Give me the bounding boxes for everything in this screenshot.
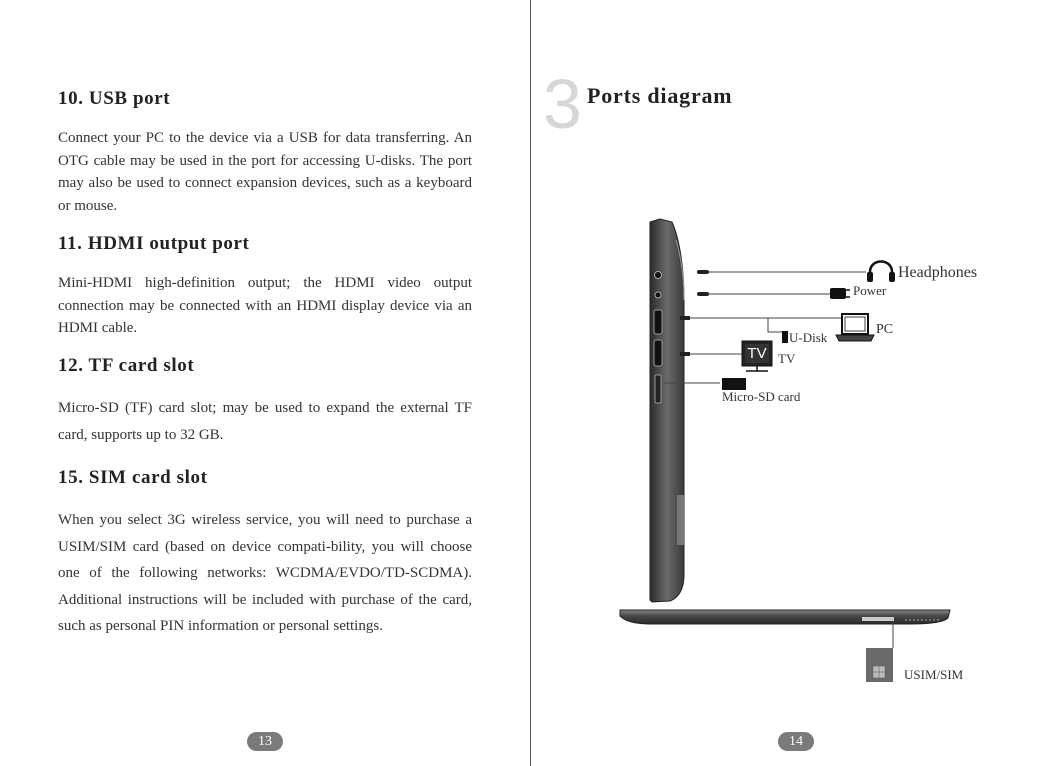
chapter-number: 3 [543, 65, 582, 143]
tv-screen-label: TV [747, 345, 767, 362]
laptop-icon [836, 314, 874, 341]
micro-sd-slot [655, 375, 661, 403]
power-label: Power [853, 283, 887, 298]
usb-port-text: Connect your PC to the device via a USB for data transferring. An OTG cable may be used in the port for accessing U-disks. The port may also be used to connect expansion devices, such as a keyboard or mouse. [58, 130, 472, 214]
usb-port [654, 310, 662, 334]
chapter-title: Ports diagram [587, 83, 733, 108]
sim-card-icon [866, 648, 893, 682]
tf-slot-text: Micro-SD (TF) card slot; may be used to expand the external TF card, supports up to 32 GB. [58, 400, 472, 443]
power-jack [655, 292, 661, 298]
tablet-bottom-view [620, 610, 950, 648]
sim-slot [862, 617, 894, 621]
headphone-jack [655, 272, 662, 279]
usim-label: USIM/SIM [904, 667, 964, 682]
power-plug-icon [830, 288, 850, 299]
tablet-side-view [650, 219, 684, 602]
usb-port-heading: 10. USB port [58, 88, 171, 109]
u-disk-label: U-Disk [789, 330, 828, 345]
hdmi-port [654, 340, 662, 366]
page-number-right: 14 [778, 732, 814, 751]
hdmi-port-heading: 11. HDMI output port [58, 233, 250, 254]
pc-label: PC [876, 322, 894, 337]
micro-sd-label: Micro-SD card [722, 389, 801, 404]
hdmi-port-text: Mini-HDMI high-definition output; the HDMI video output connection may be connected with an HDMI display device via an HDMI cable. [58, 275, 472, 336]
headphones-label: Headphones [898, 264, 978, 281]
tv-label: TV [778, 351, 796, 366]
tf-slot-heading: 12. TF card slot [58, 355, 195, 376]
usb-disk-icon [782, 331, 788, 343]
page-number-left: 13 [247, 732, 283, 751]
sim-slot-text: When you select 3G wireless service, you will need to purchase a USIM/SIM card (based on device compati-bility, you will choose one of the following networks: WCDMA/EVDO/TD-SCDMA). Additional instructions will be included with purchase of the card, such as personal PIN information or personal settings. [58, 512, 472, 634]
sim-slot-heading: 15. SIM card slot [58, 467, 208, 488]
headphones-icon [867, 262, 895, 283]
